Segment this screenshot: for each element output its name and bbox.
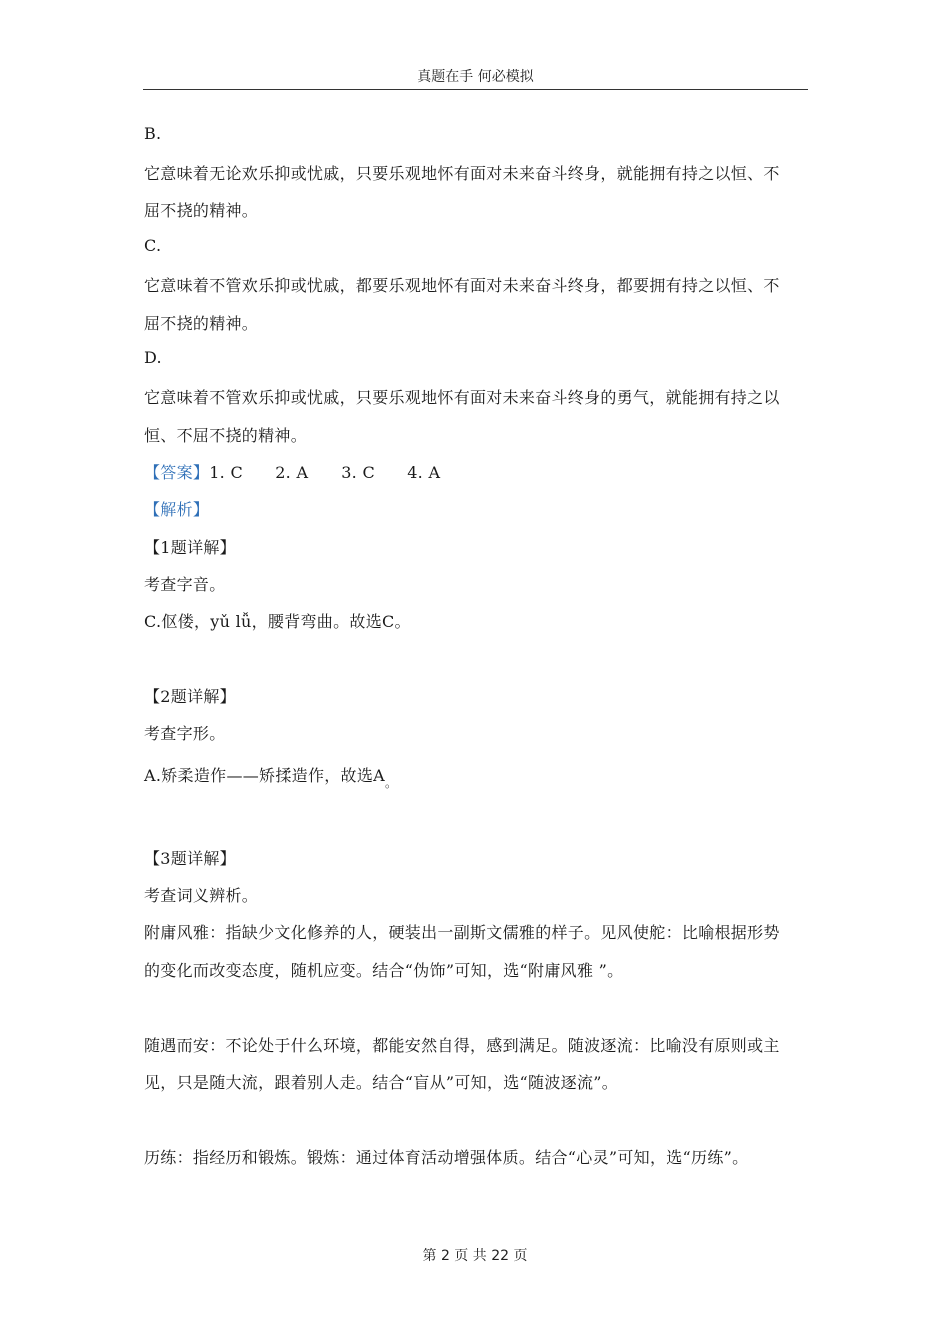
answer-item: 1. C <box>209 463 243 482</box>
q2-period: 。 <box>385 776 398 790</box>
q2-topic: 考查字形。 <box>144 724 226 743</box>
q2-title: 【2题详解】 <box>144 687 236 706</box>
q2-detail-row <box>144 763 398 790</box>
answer-item: 2. A <box>275 463 309 482</box>
page-footer-number: 第 2 页 共 22 页 <box>422 1248 528 1264</box>
analysis-label: 【解析】 <box>144 500 210 519</box>
option-c-text-line1: 它意味着不管欢乐抑或忧戚，都要乐观地怀有面对未来奋斗终身，都要拥有持之以恒、不 <box>144 276 780 295</box>
answer-item: 3. C <box>341 463 375 482</box>
q3-paragraph3-line1: 历练：指经历和锻炼。锻炼：通过体育活动增强体质。结合“心灵”可知，选“历练”。 <box>144 1148 749 1167</box>
answer-label: 【答案】 <box>144 463 210 482</box>
answer-row <box>144 460 440 483</box>
option-b-label: B. <box>144 124 162 143</box>
q3-paragraph1-line1: 附庸风雅：指缺少文化修养的人，硬装出一副斯文儒雅的样子。见风使舵：比喻根据形势 <box>144 923 780 942</box>
q3-paragraph2-line2: 见，只是随大流，跟着别人走。结合“盲从”可知，选“随波逐流”。 <box>144 1073 619 1092</box>
q3-title: 【3题详解】 <box>144 849 236 868</box>
q3-paragraph1-line2: 的变化而改变态度，随机应变。结合“伪饰”可知，选“附庸风雅 ”。 <box>144 961 624 980</box>
option-d-label: D. <box>144 348 162 367</box>
q1-title: 【1题详解】 <box>144 538 236 557</box>
q3-paragraph2-line1: 随遇而安：不论处于什么环境，都能安然自得，感到满足。随波逐流：比喻没有原则或主 <box>144 1036 780 1055</box>
q2-detail: A.矫柔造作——矫揉造作，故选A <box>144 766 385 785</box>
q3-topic: 考查词义辨析。 <box>144 886 259 905</box>
header-divider <box>143 89 808 90</box>
page-header-title: 真题在手 何必模拟 <box>417 69 534 85</box>
answer-item: 4. A <box>407 463 441 482</box>
q1-detail: C.伛偻，yǔ lǚ，腰背弯曲。故选C。 <box>144 612 411 631</box>
q1-topic: 考查字音。 <box>144 575 226 594</box>
option-b-text-line1: 它意味着无论欢乐抑或忧戚，只要乐观地怀有面对未来奋斗终身，就能拥有持之以恒、不 <box>144 164 780 183</box>
option-c-label: C. <box>144 236 162 255</box>
option-d-text-line1: 它意味着不管欢乐抑或忧戚，只要乐观地怀有面对未来奋斗终身的勇气，就能拥有持之以 <box>144 388 780 407</box>
option-c-text-line2: 屈不挠的精神。 <box>144 314 259 333</box>
option-d-text-line2: 恒、不屈不挠的精神。 <box>144 426 308 445</box>
option-b-text-line2: 屈不挠的精神。 <box>144 201 259 220</box>
